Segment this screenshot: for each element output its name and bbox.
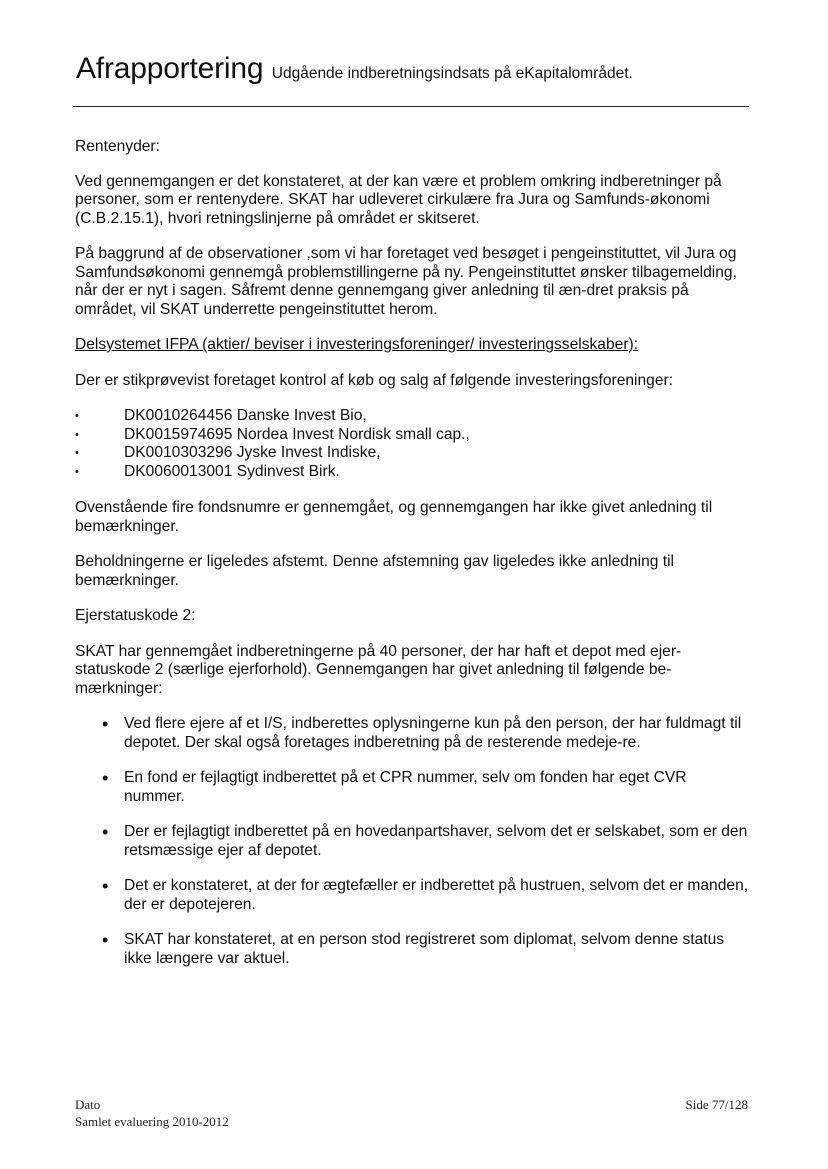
list-item: • En fond er fejlagtigt indberettet på et CPR nummer, selv om fonden har eget CVR nummer. bbox=[75, 769, 751, 806]
rentenyder-paragraph-1: Ved gennemgangen er det konstateret, at der kan være et problem omkring indberetninger på personer, som er rentenydere. SKAT har udleveret cirkulære fra Jura og Samfunds-økonomi (C.B.2.15.1), hvori retningslinjerne på området er skitseret. bbox=[75, 172, 722, 227]
ifpa-paragraph-3: Beholdningerne er ligeledes afstemt. Denne afstemning gav ligeledes ikke anledning til bemærkninger. bbox=[75, 553, 675, 589]
page-number: Side 77/128 bbox=[685, 1097, 748, 1112]
header-divider bbox=[73, 106, 749, 107]
ifpa-paragraph-2: Ovenstående fire fondsnumre er gennemgået, og gennemgangen har ikke givet anledning til bemærkninger. bbox=[75, 499, 713, 535]
footer-left bbox=[75, 1096, 229, 1130]
list-item: • DK0010303296 Jyske Invest Indiske, bbox=[75, 444, 751, 463]
list-item: • DK0010264456 Danske Invest Bio, bbox=[75, 407, 751, 426]
ejer-intro: SKAT har gennemgået indberetningerne på 40 personer, der har haft et depot med ejer-statuskode 2 (særlige ejerforhold). Gennemgangen har givet anledning til følgende be-mærkninger: bbox=[75, 642, 682, 697]
list-item: • DK0015974695 Nordea Invest Nordisk small cap., bbox=[75, 426, 751, 445]
list-item: • DK0060013001 Sydinvest Birk. bbox=[75, 463, 751, 482]
ifpa-intro: Der er stikprøvevist foretaget kontrol af køb og salg af følgende investeringsforeninger: bbox=[75, 371, 674, 389]
rentenyder-paragraph-2: På baggrund af de observationer ,som vi har foretaget ved besøget i pengeinstituttet, vil Jura og Samfundsøkonomi gennemgå problemstillingerne på ny. Pengeinstituttet ønsker tilbagemelding, når der er nyt i sagen. Såfremt denne gennemgang giver anledning til æn-dret praksis på området, vil SKAT underrette pengeinstituttet herom. bbox=[75, 245, 737, 318]
footer-date-label: Dato bbox=[75, 1097, 101, 1112]
fund-list bbox=[75, 407, 751, 481]
ifpa-heading: Delsystemet IFPA (aktier/ beviser i investeringsforeninger/ investeringsselskaber): bbox=[75, 336, 639, 353]
page-title: Afrapportering bbox=[76, 52, 264, 85]
rentenyder-heading: Rentenyder: bbox=[75, 138, 160, 155]
list-item: • Det er konstateret, at der for ægtefæller er indberettet på hustruen, selvom det er manden, der er depotejeren. bbox=[75, 877, 751, 914]
list-item: • Der er fejlagtigt indberettet på en hovedanpartshaver, selvom det er selskabet, som er den retsmæssige ejer af depotet. bbox=[75, 823, 751, 860]
list-item: • SKAT har konstateret, at en person stod registreret som diplomat, selvom denne status ikke længere var aktuel. bbox=[75, 931, 751, 968]
remarks-list bbox=[75, 715, 751, 968]
page-subtitle: Udgående indberetningsindsats på eKapitalområdet. bbox=[271, 65, 633, 82]
ejer-heading: Ejerstatuskode 2: bbox=[75, 607, 196, 624]
footer-document-name: Samlet evaluering 2010-2012 bbox=[75, 1114, 229, 1129]
list-item: • Ved flere ejere af et I/S, indberettes oplysningerne kun på den person, der har fuldmagt til depotet. Der skal også foretages indberetning på de resterende medeje-re. bbox=[75, 715, 751, 752]
document-body bbox=[75, 138, 751, 985]
page-header bbox=[76, 52, 756, 86]
